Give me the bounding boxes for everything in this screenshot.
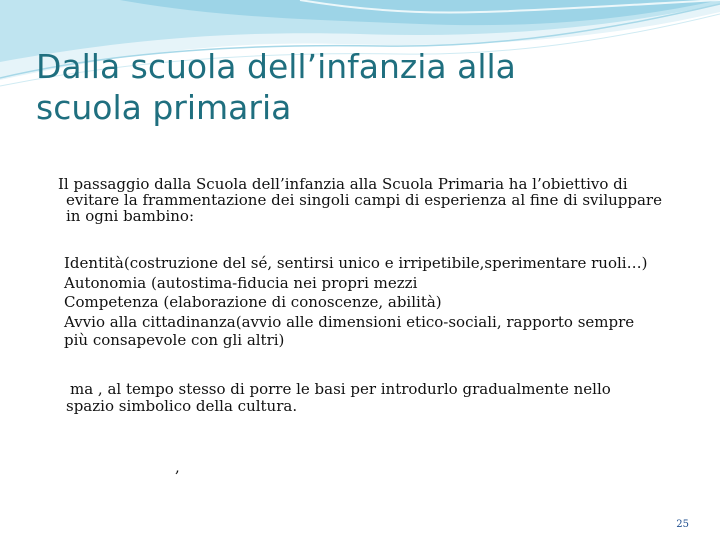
closing-line-1: ma , al tempo stesso di porre le basi per introdurlo gradualmente nello <box>70 380 611 398</box>
stray-comma: , <box>175 458 180 476</box>
page-number: 25 <box>676 519 689 530</box>
list-item-text: Autonomia (autostima-fiducia nei propri mezzi <box>64 273 418 292</box>
intro-paragraph <box>58 176 688 224</box>
list-item-text-continued: più consapevole con gli altri) <box>64 330 285 349</box>
list-item <box>48 254 688 272</box>
intro-line-3: in ogni bambino: <box>66 207 194 225</box>
list-item-text: Identità(costruzione del sé, sentirsi unico e irripetibile,sperimentare ruoli…) <box>64 254 648 272</box>
intro-line-1: Il passaggio dalla Scuola dell’infanzia alla Scuola Primaria ha l’obiettivo di <box>58 175 628 193</box>
list-item <box>48 274 688 292</box>
title-line-2: scuola primaria <box>36 88 292 127</box>
intro-line-2: evitare la frammentazione dei singoli campi di esperienza al fine di sviluppare <box>66 191 662 209</box>
closing-line-2: spazio simbolico della cultura. <box>66 397 298 415</box>
goals-list <box>48 254 688 350</box>
title-line-1: Dalla scuola dell’infanzia alla <box>36 47 516 86</box>
list-item <box>48 313 688 349</box>
list-item-text: Competenza (elaborazione di conoscenze, abilità) <box>64 293 442 311</box>
list-item <box>48 293 688 311</box>
closing-paragraph <box>66 381 666 415</box>
list-item-text: Avvio alla cittadinanza(avvio alle dimensioni etico-sociali, rapporto sempre <box>64 312 635 331</box>
empty-bullet-line <box>163 458 180 477</box>
